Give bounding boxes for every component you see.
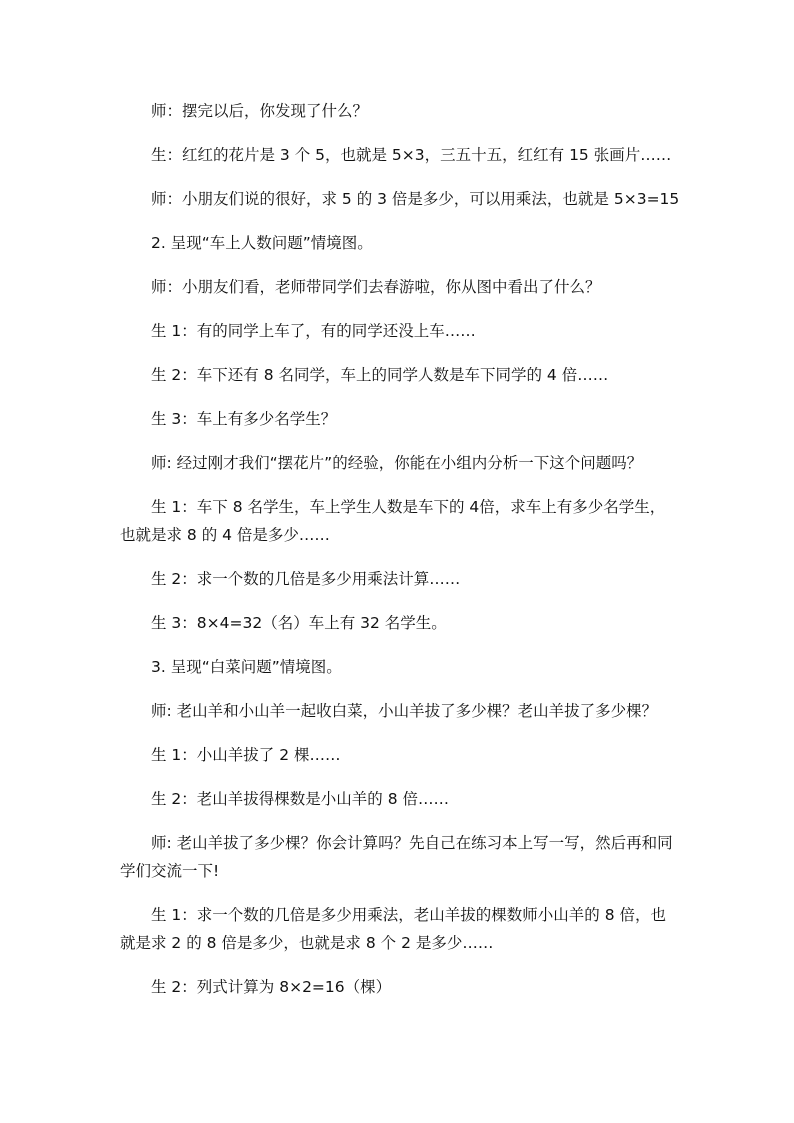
document-body — [120, 97, 680, 1001]
paragraph: 生 2：列式计算为 8×2=16（棵） — [151, 978, 392, 996]
paragraph: 师：小朋友们看，老师带同学们去春游啦，你从图中看出了什么？ — [151, 278, 601, 296]
paragraph: 师: 老山羊和小山羊一起收白菜，小山羊拔了多少棵？老山羊拔了多少棵？ — [151, 702, 658, 720]
paragraph: 师: 经过刚才我们“摆花片”的经验，你能在小组内分析一下这个问题吗？ — [151, 454, 643, 472]
paragraph: 生 3：车上有多少名学生？ — [151, 410, 337, 428]
paragraph: 师：摆完以后，你发现了什么？ — [151, 102, 369, 120]
paragraph: 生 3：8×4=32（名）车上有 32 名学生。 — [151, 614, 447, 632]
paragraph: 生 1：有的同学上车了，有的同学还没上车…… — [151, 322, 476, 340]
paragraph: 2. 呈现“车上人数问题”情境图。 — [151, 234, 373, 252]
paragraph: 师：小朋友们说的很好，求 5 的 3 倍是多少，可以用乘法，也就是 5×3=15 — [151, 190, 680, 208]
paragraph: 生 1：小山羊拔了 2 棵…… — [151, 746, 341, 764]
paragraph: 生：红红的花片是 3 个 5，也就是 5×3，三五十五，红红有 15 张画片…… — [151, 146, 672, 164]
paragraph: 生 2：老山羊拔得棵数是小山羊的 8 倍…… — [151, 790, 450, 808]
paragraph: 生 1：求一个数的几倍是多少用乘法，老山羊拔的棵数师小山羊的 8 倍，也就是求 2 的 8 倍是多少，也就是求 8 个 2 是多少…… — [120, 906, 667, 952]
paragraph: 师: 老山羊拔了多少棵？你会计算吗？先自己在练习本上写一写，然后再和同学们交流一下! — [120, 834, 673, 880]
paragraph: 3. 呈现“白菜问题”情境图。 — [151, 658, 342, 676]
paragraph: 生 2：求一个数的几倍是多少用乘法计算…… — [151, 570, 461, 588]
paragraph: 生 1：车下 8 名学生，车上学生人数是车下的 4倍，求车上有多少名学生，也就是求 8 的 4 倍是多少…… — [120, 498, 666, 544]
paragraph: 生 2：车下还有 8 名同学，车上的同学人数是车下同学的 4 倍…… — [151, 366, 609, 384]
